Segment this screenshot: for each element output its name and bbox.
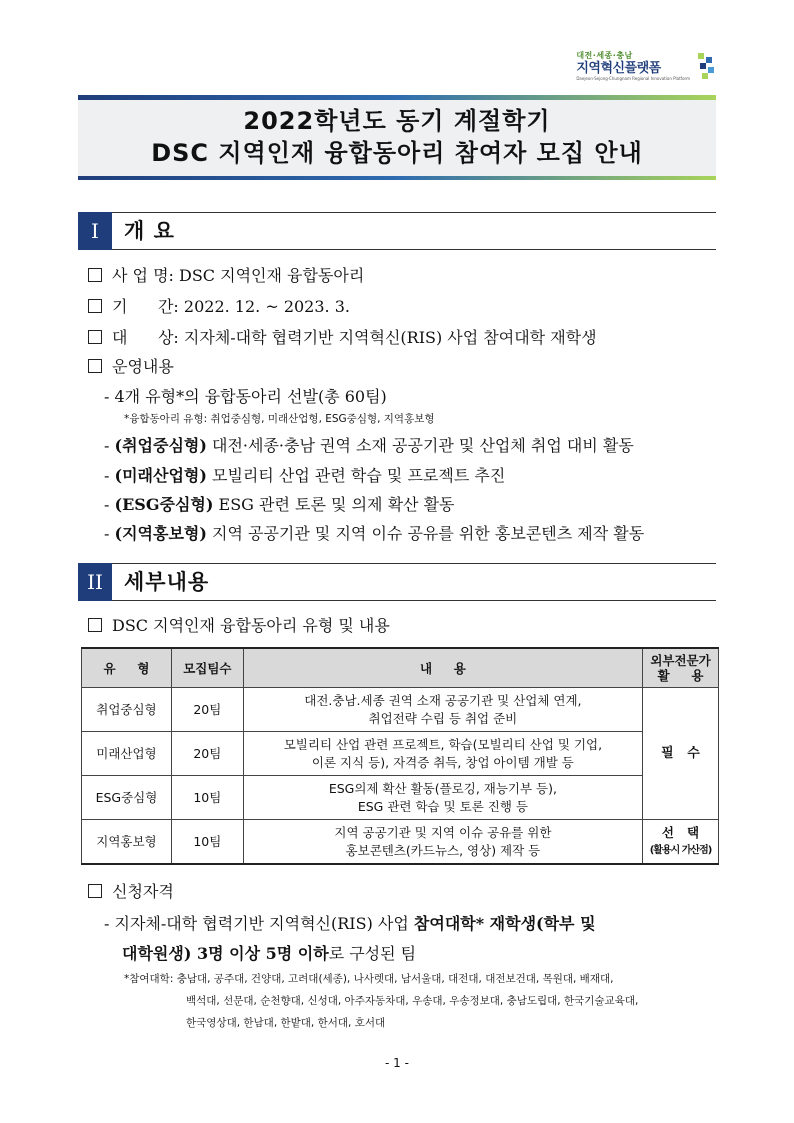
- table-row: [82, 820, 719, 865]
- checkbox-square-icon: [88, 359, 102, 373]
- table-header-row: [82, 648, 719, 688]
- cell-type: ESG중심형: [82, 776, 172, 820]
- logo-english: Daejeon·Sejong·Chungnam Regional Innovation Platform: [576, 76, 690, 81]
- page-number: - 1 -: [385, 1056, 409, 1070]
- type-item: - (취업중심형) 대전·세종·충남 권역 소재 공공기관 및 산업체 취업 대비 활동: [104, 436, 634, 455]
- eligibility-line-1: - 지자체-대학 협력기반 지역혁신(RIS) 사업 참여대학* 재학생(학부 및: [104, 914, 596, 933]
- section-divider: [112, 600, 716, 601]
- checkbox-square-icon: [88, 618, 102, 632]
- ops-main: - 4개 유형*의 융합동아리 선발(총 60팀): [104, 387, 387, 406]
- checkbox-square-icon: [88, 884, 102, 898]
- checkbox-square-icon: [88, 299, 102, 313]
- platform-logo: [576, 50, 718, 81]
- header-expert: 외부전문가 활 용: [643, 648, 719, 688]
- participating-universities-note: 한국영상대, 한남대, 한밭대, 한서대, 호서대: [186, 1017, 386, 1029]
- checkbox-square-icon: [88, 330, 102, 344]
- cell-expert-required: 필 수: [643, 688, 719, 820]
- logo-name: 지역혁신플랫폼: [576, 61, 661, 76]
- section-2-number: II: [78, 563, 112, 601]
- section-1-header: [78, 212, 716, 250]
- type-item: - (지역홍보형) 지역 공공기관 및 지역 이슈 공유를 위한 홍보콘텐츠 제작 활동: [104, 524, 645, 543]
- section-2-title: 세부내용: [124, 570, 210, 594]
- section-1-number: I: [78, 212, 112, 250]
- logo-region: 대전·세종·충남: [576, 51, 633, 60]
- section-1-title: 개 요: [124, 219, 175, 243]
- section-divider: [112, 212, 716, 213]
- checkbox-square-icon: [88, 268, 102, 282]
- overview-item: 기 간: 2022. 12. ~ 2023. 3.: [88, 294, 350, 317]
- title-line-1: 2022학년도 동기 계절학기: [243, 107, 551, 135]
- logo-mark-icon: [696, 51, 718, 81]
- overview-item: 대 상: 지자체-대학 협력기반 지역혁신(RIS) 사업 참여대학 재학생: [88, 325, 597, 348]
- cell-teams: 20팀: [171, 688, 243, 732]
- club-type-table: [81, 647, 719, 865]
- title-line-2: DSC 지역인재 융합동아리 참여자 모집 안내: [151, 139, 643, 167]
- section-divider: [112, 249, 716, 250]
- participating-universities-note: 백석대, 선문대, 순천향대, 신성대, 아주자동차대, 우송대, 우송정보대, 충남도립대, 한국기술교육대,: [186, 995, 639, 1007]
- table-row: [82, 776, 719, 820]
- type-item: - (ESG중심형) ESG 관련 토론 및 의제 확산 활동: [104, 495, 455, 514]
- header-teams: 모집팀수: [171, 648, 243, 688]
- cell-content: 대전.충남.세종 권역 소재 공공기관 및 산업체 연계, 취업전략 수립 등 취업 준비: [243, 688, 642, 732]
- cell-content: ESG의제 확산 활동(플로깅, 재능기부 등), ESG 관련 학습 및 토론 진행 등: [243, 776, 642, 820]
- eligibility-title: 신청자격: [88, 879, 174, 902]
- participating-universities-note: *참여대학: 충남대, 공주대, 건양대, 고려대(세종), 나사렛대, 남서울대, 대전대, 대전보건대, 목원대, 배재대,: [124, 973, 614, 985]
- header-type: 유 형: [82, 648, 172, 688]
- title-bottom-bar: [78, 176, 716, 180]
- section-2-header: [78, 563, 716, 601]
- cell-expert-optional: 선 택 (활용시 가산점): [643, 820, 719, 865]
- eligibility-line-2: 대학원생) 3명 이상 5명 이하로 구성된 팀: [122, 944, 417, 963]
- cell-content: 지역 공공기관 및 지역 이슈 공유를 위한 홍보콘텐츠(카드뉴스, 영상) 제작 등: [243, 820, 642, 865]
- ops-note: *융합동아리 유형: 취업중심형, 미래산업형, ESG중심형, 지역홍보형: [124, 413, 435, 425]
- cell-teams: 10팀: [171, 776, 243, 820]
- document-title: [78, 100, 716, 176]
- cell-type: 미래산업형: [82, 732, 172, 776]
- table-row: [82, 688, 719, 732]
- table-row: [82, 732, 719, 776]
- cell-teams: 20팀: [171, 732, 243, 776]
- cell-content: 모빌리티 산업 관련 프로젝트, 학습(모빌리티 산업 및 기업, 이론 지식 등), 자격증 취득, 창업 아이템 개발 등: [243, 732, 642, 776]
- cell-type: 취업중심형: [82, 688, 172, 732]
- header-content: 내 용: [243, 648, 642, 688]
- cell-type: 지역홍보형: [82, 820, 172, 865]
- section-2-subtitle: DSC 지역인재 융합동아리 유형 및 내용: [88, 613, 390, 636]
- type-item: - (미래산업형) 모빌리티 산업 관련 학습 및 프로젝트 추진: [104, 466, 506, 485]
- overview-item: 사 업 명: DSC 지역인재 융합동아리: [88, 263, 364, 286]
- cell-teams: 10팀: [171, 820, 243, 865]
- overview-item: 운영내용: [88, 354, 174, 377]
